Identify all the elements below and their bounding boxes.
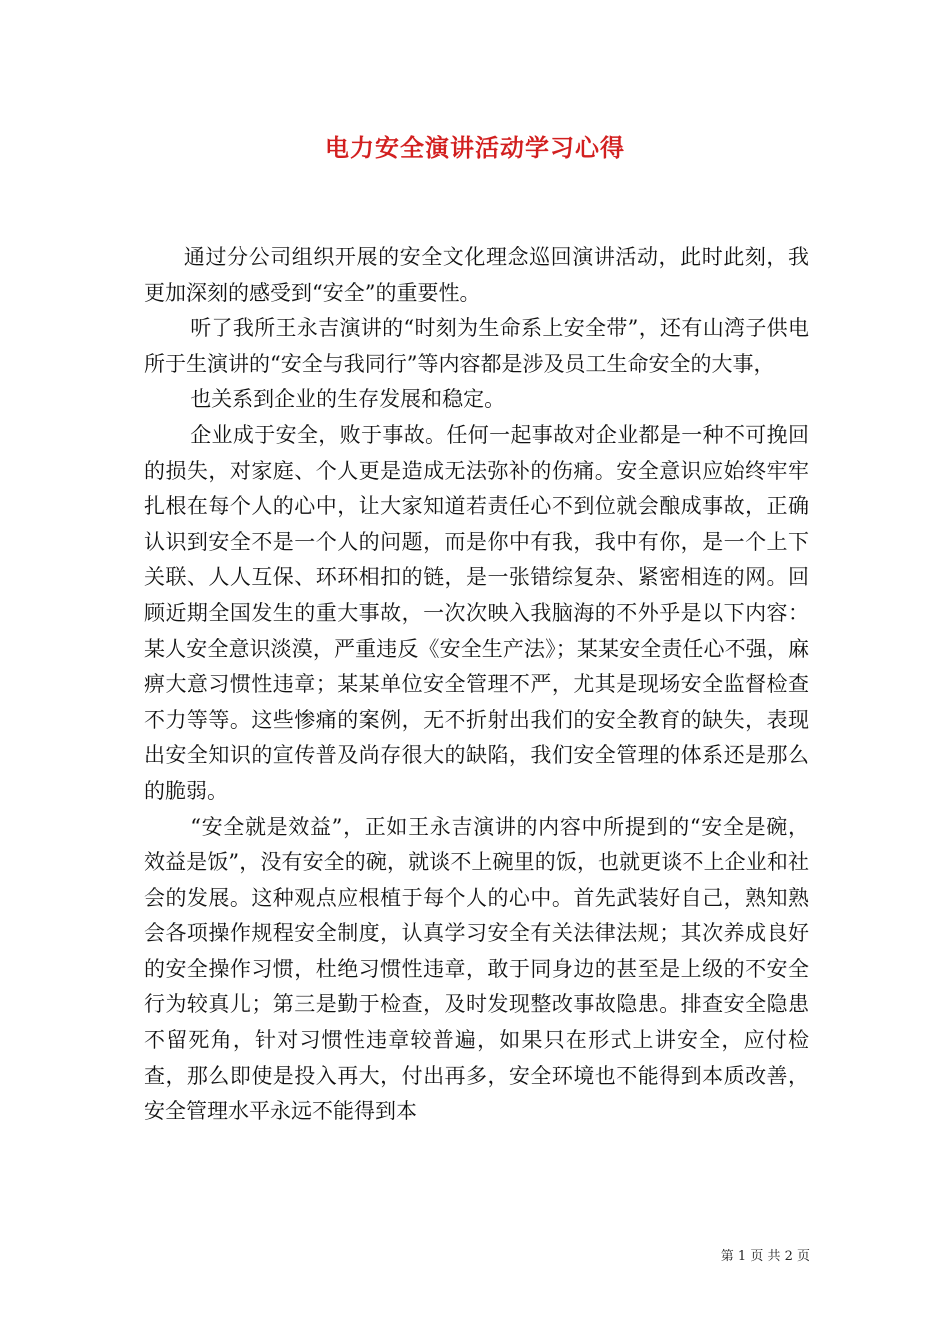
paragraph-5: “安全就是效益”，正如王永吉演讲的内容中所提到的“安全是碗，效益是饭”，没有安全的碗，就谈不上碗里的饭，也就更谈不上企业和社会的发展。这种观点应根植于每个人的心中。首先武装好自己，熟知熟会各项操作规程安全制度，认真学习安全有关法律法规；其次养成良好的安全操作习惯，杜绝习惯性违章，敢于同身边的甚至是上级的不安全行为较真儿；第三是勤于检查，及时发现整改事故隐患。排查安全隐患不留死角，针对习惯性违章较普遍，如果只在形式上讲安全，应付检查，那么即使是投入再大，付出再多，安全环境也不能得到本质改善，安全管理水平永远不能得到本: [144, 814, 809, 1124]
page-number-footer: 第 1 页 共 2 页: [720, 1249, 810, 1264]
paragraph-2: 听了我所王永吉演讲的“时刻为生命系上安全带”，还有山湾子供电所于生演讲的“安全与我同行”等内容都是涉及员工生命安全的大事，: [144, 316, 809, 376]
paragraph-4: 企业成于安全，败于事故。任何一起事故对企业都是一种不可挽回的损失，对家庭、个人更是造成无法弥补的伤痛。安全意识应始终牢牢扎根在每个人的心中，让大家知道若责任心不到位就会酿成事故，正确认识到安全不是一个人的问题，而是你中有我，我中有你，是一个上下关联、人人互保、环环相扣的链，是一张错综复杂、紧密相连的网。回顾近期全国发生的重大事故，一次次映入我脑海的不外乎是以下内容：某人安全意识淡漠，严重违反《安全生产法》；某某安全责任心不强，麻痹大意习惯性违章；某某单位安全管理不严，尤其是现场安全监督检查不力等等。这些惨痛的案例，无不折射出我们的安全教育的缺失，表现出安全知识的宣传普及尚存很大的缺陷，我们安全管理的体系还是那么的脆弱。: [144, 422, 809, 803]
paragraph-1: 通过分公司组织开展的安全文化理念巡回演讲活动，此时此刻，我更加深刻的感受到“安全”的重要性。: [144, 245, 809, 305]
paragraph-3: 也关系到企业的生存发展和稳定。: [190, 387, 506, 412]
document-body: [144, 240, 809, 1130]
document-title: 电力安全演讲活动学习心得: [325, 133, 625, 162]
